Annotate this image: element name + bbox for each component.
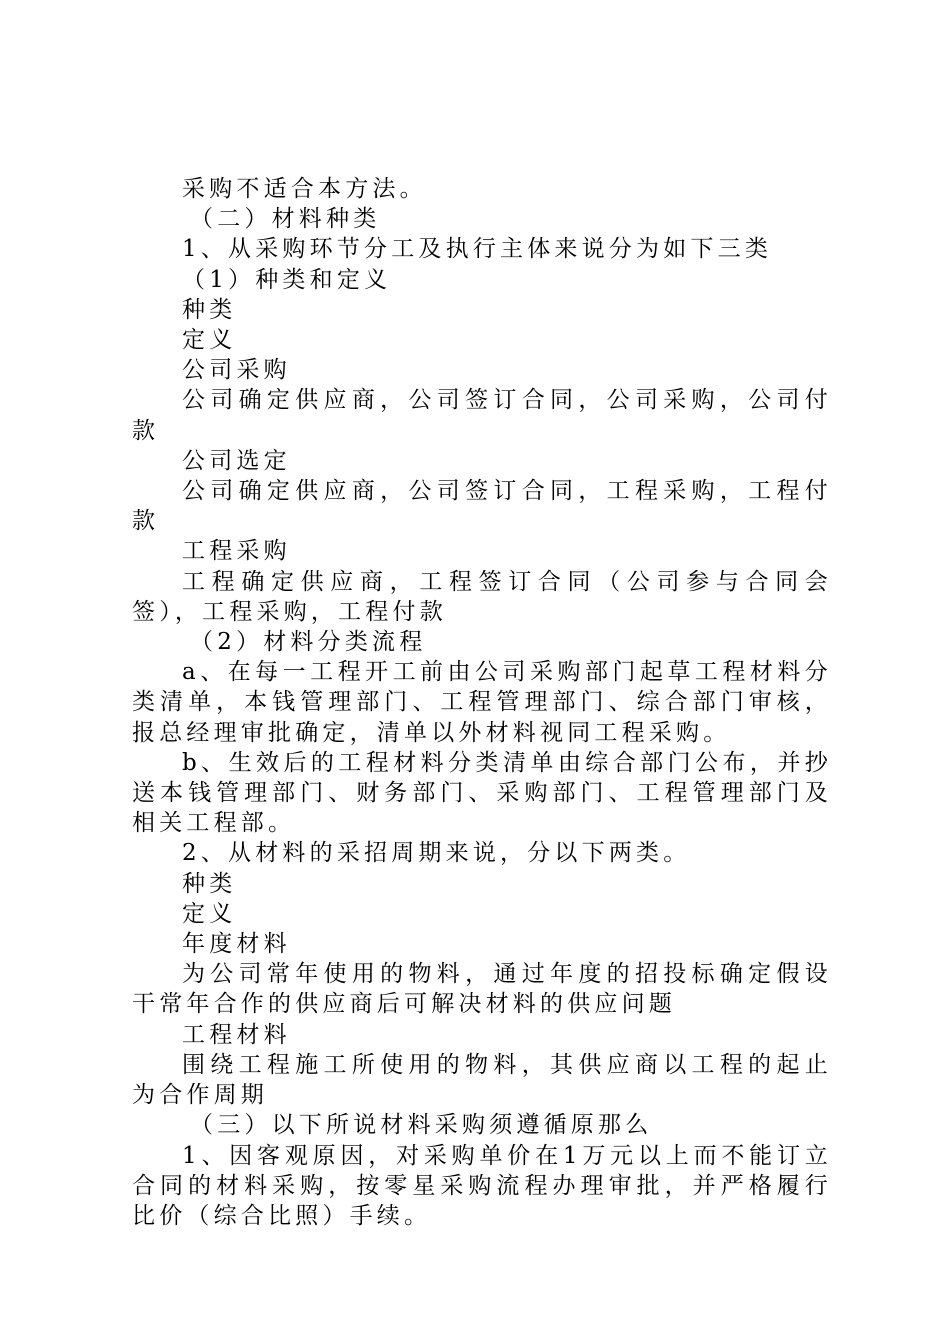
table-cell: 公司确定供应商，公司签订合同，公司采购，公司付款 bbox=[132, 387, 832, 444]
table-cell: 工程采购 bbox=[182, 538, 291, 565]
section-heading: （二）材料种类 bbox=[190, 206, 381, 233]
table-cell: 公司确定供应商，公司签订合同，工程采购，工程付款 bbox=[132, 478, 832, 535]
table-cell: 为公司常年使用的物料，通过年度的招投标确定假设干常年合作的供应商后可解决材料的供应问题 bbox=[132, 961, 832, 1018]
table-header-cell: 定义 bbox=[182, 900, 237, 927]
sub-heading: （2）材料分类流程 bbox=[190, 629, 427, 656]
paragraph: 1、从采购环节分工及执行主体来说分为如下三类 bbox=[182, 236, 773, 263]
table-cell: 公司选定 bbox=[182, 447, 291, 474]
table-cell: 工程确定供应商，工程签订合同（公司参与合同会签），工程采购，工程付款 bbox=[132, 568, 832, 625]
table-cell: 围绕工程施工所使用的物料，其供应商以工程的起止为合作周期 bbox=[132, 1051, 832, 1109]
section-heading: （三）以下所说材料采购须遵循原那么 bbox=[190, 1112, 653, 1139]
paragraph: 1、因客观原因，对采购单价在1万元以上而不能订立合同的材料采购，按零星采购流程办理审批，并严格履行比价（综合比照）手续。 bbox=[132, 1142, 832, 1229]
sub-heading: （1）种类和定义 bbox=[182, 266, 392, 293]
table-cell: 年度材料 bbox=[182, 931, 291, 958]
paragraph: 采购不适合本方法。 bbox=[182, 176, 427, 202]
document-body bbox=[132, 174, 832, 1231]
table-header-cell: 定义 bbox=[182, 327, 237, 354]
paragraph: b、生效后的工程材料分类清单由综合部门公布，并抄送本钱管理部门、财务部门、采购部门、工程管理部门及相关工程部。 bbox=[132, 749, 832, 837]
table-cell: 工程材料 bbox=[182, 1021, 291, 1048]
paragraph: 2、从材料的采招周期来说，分以下两类。 bbox=[182, 840, 691, 867]
table-header-cell: 种类 bbox=[182, 870, 237, 897]
table-cell: 公司采购 bbox=[182, 357, 291, 384]
paragraph: a、在每一工程开工前由公司采购部门起草工程材料分类清单，本钱管理部门、工程管理部门、综合部门审核，报总经理审批确定，清单以外材料视同工程采购。 bbox=[132, 659, 832, 746]
table-header-cell: 种类 bbox=[182, 296, 237, 323]
